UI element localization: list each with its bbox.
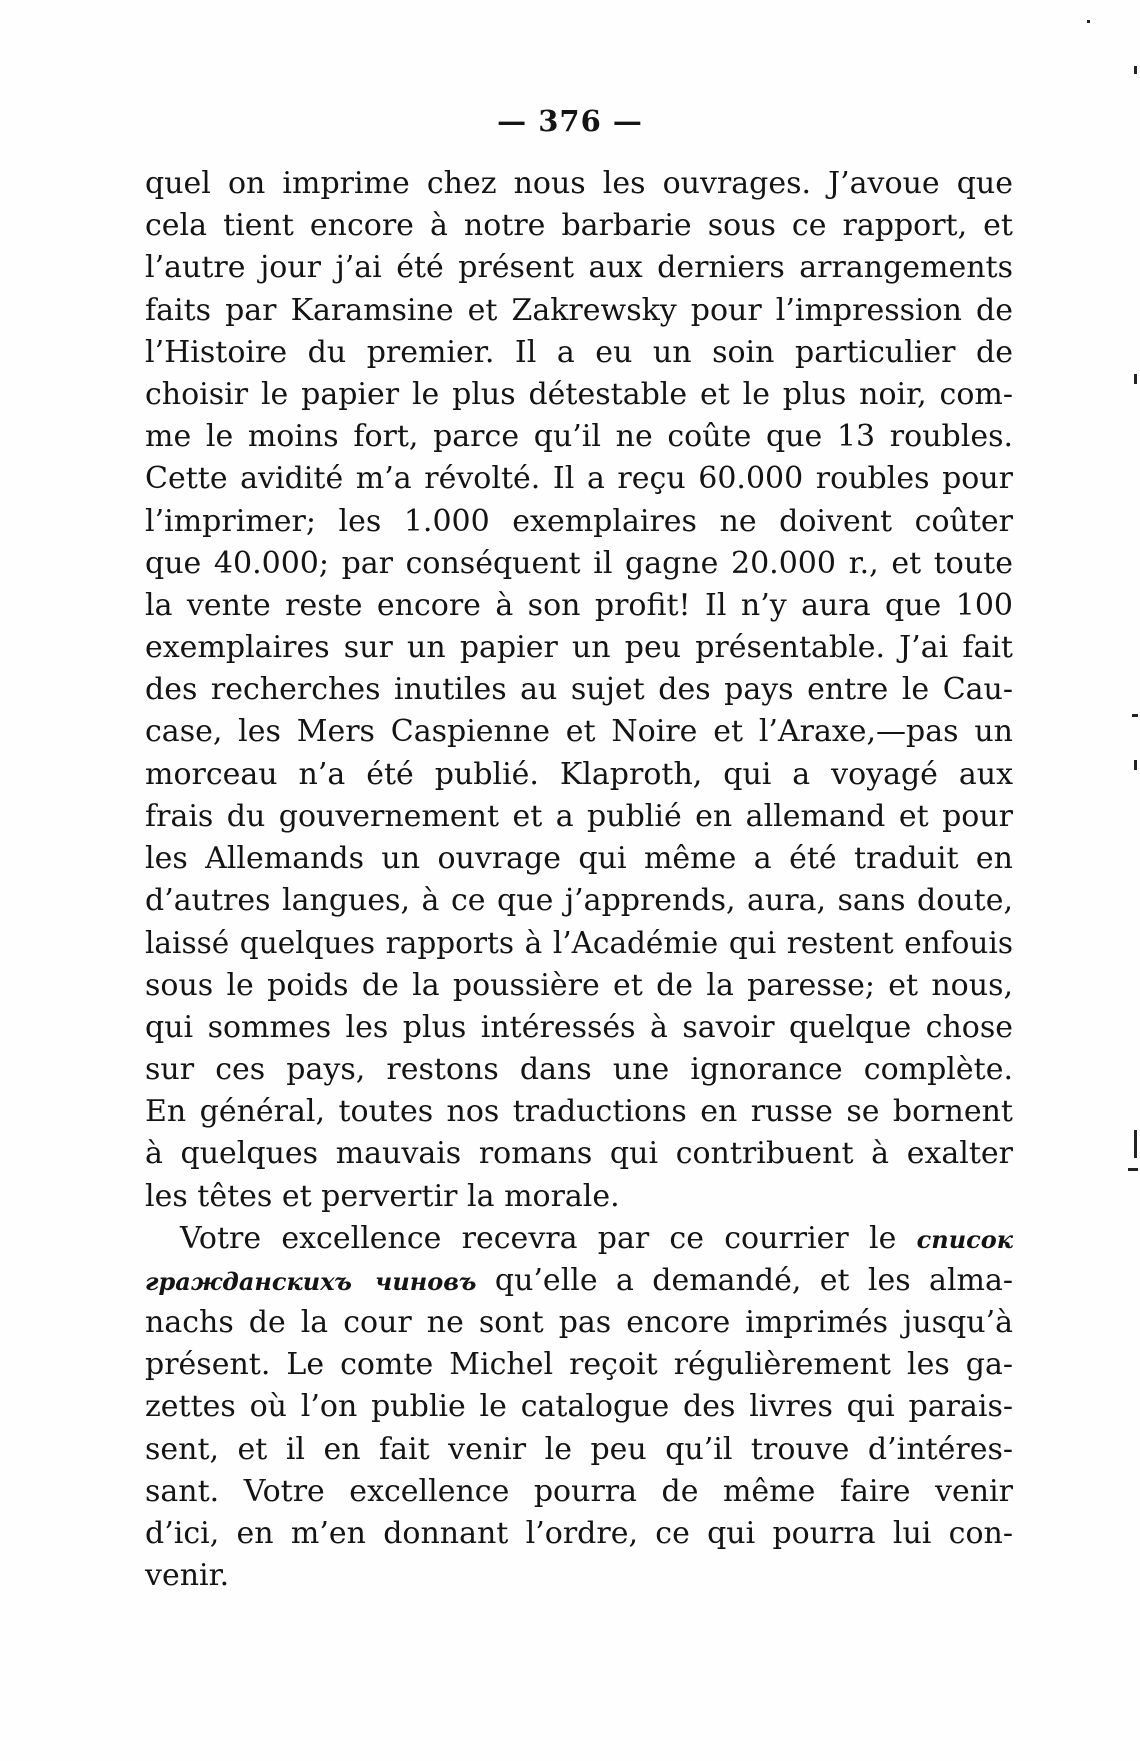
text-line: d’autres langues, à ce que j’apprends, aura, sans doute, (145, 883, 1013, 919)
text-line (145, 1260, 1013, 1302)
text-line: d’ici, en m’en donnant l’ordre, ce qui pourra lui con- (145, 1516, 1013, 1551)
page-number: — 376 — (497, 104, 643, 138)
text-line: sur ces pays, restons dans une ignorance complète. (145, 1051, 1013, 1087)
text-line: zettes où l’on publie le catalogue des livres qui parais- (145, 1389, 1013, 1425)
russian-italic-text: список (916, 1224, 1013, 1254)
scan-mark (1128, 1168, 1138, 1171)
text-line: exemplaires sur un papier un peu présentable. J’ai fait (145, 630, 1013, 666)
text-line: morceau n’a été publié. Klaproth, qui a voyagé aux (145, 756, 1013, 792)
text-line: quel on imprime chez nous les ouvrages. J’avoue que (145, 166, 1013, 201)
text-line: que 40.000; par conséquent il gagne 20.000 r., et toute (145, 545, 1013, 581)
scan-mark (1087, 20, 1090, 23)
text-line: faits par Karamsine et Zakrewsky pour l’impression de (145, 292, 1013, 328)
text-line: case, les Mers Caspienne et Noire et l’Araxe,—pas un (145, 714, 1013, 750)
text-line: présent. Le comte Michel reçoit régulièrement les ga- (145, 1347, 1013, 1383)
text-line: sent, et il en fait venir le peu qu’il trouve d’intéres- (145, 1431, 1013, 1467)
russian-italic-text: гражданскихъ чиновъ (145, 1266, 477, 1296)
scan-mark (1134, 1130, 1137, 1158)
text-span: qu’elle a demandé, et les alma- (494, 1262, 1014, 1298)
scan-mark (1132, 714, 1138, 717)
text-line: frais du gouvernement et a publié en allemand et pour (145, 798, 1013, 834)
text-line: à quelques mauvais romans qui contribuent à exalter (145, 1136, 1013, 1172)
text-line: En général, toutes nos traductions en russe se bornent (145, 1094, 1013, 1130)
text-line: la vente reste encore à son profit! Il n’y aura que 100 (145, 587, 1013, 623)
text-line: me le moins fort, parce qu’il ne coûte que 13 roubles. (145, 419, 1013, 455)
scan-mark (1134, 66, 1137, 74)
scan-mark (1134, 374, 1137, 384)
text-line: sant. Votre excellence pourra de même faire venir (145, 1473, 1013, 1509)
text-line: choisir le papier le plus détestable et le plus noir, com- (145, 376, 1013, 412)
text-line: des recherches inutiles au sujet des pays entre le Cau- (145, 672, 1013, 708)
text-line: Cette avidité m’a révolté. Il a reçu 60.000 roubles pour (145, 461, 1013, 497)
text-line: qui sommes les plus intéressés à savoir quelque chose (145, 1009, 1013, 1045)
text-line: nachs de la cour ne sont pas encore imprimés jusqu’à (145, 1305, 1013, 1341)
text-line: les têtes et pervertir la morale. (145, 1178, 620, 1214)
scan-mark (1134, 760, 1137, 770)
body-text (145, 163, 1013, 1597)
text-line: l’autre jour j’ai été présent aux derniers arrangements (145, 250, 1013, 286)
text-line (145, 1218, 1013, 1260)
text-line: l’Histoire du premier. Il a eu un soin particulier de (145, 334, 1013, 370)
text-line: cela tient encore à notre barbarie sous ce rapport, et (145, 208, 1013, 244)
text-line: sous le poids de la poussière et de la paresse; et nous, (145, 967, 1013, 1003)
text-line: laissé quelques rapports à l’Académie qui restent enfouis (145, 926, 1013, 961)
text-line: les Allemands un ouvrage qui même a été traduit en (145, 841, 1013, 876)
text-span: Votre excellence recevra par ce courrier le (180, 1220, 897, 1256)
text-line: venir. (145, 1558, 230, 1594)
text-line: l’imprimer; les 1.000 exemplaires ne doivent coûter (145, 503, 1013, 539)
